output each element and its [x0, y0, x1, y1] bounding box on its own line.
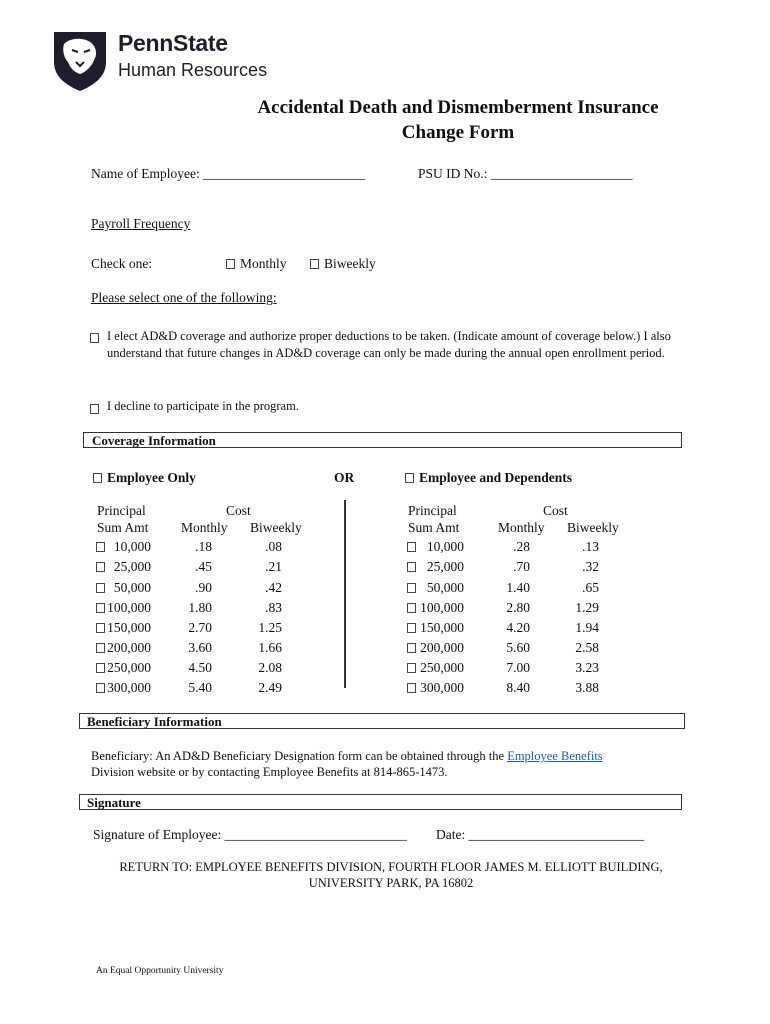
amount-cell: 250,000	[420, 660, 464, 675]
right-sum-header: Sum Amt	[408, 520, 460, 535]
monthly-cell: 8.40	[506, 680, 530, 695]
biweekly-cell: 2.49	[258, 680, 282, 695]
psu-id-field[interactable]: PSU ID No.: _____________________	[418, 166, 633, 181]
biweekly-cell: 1.29	[575, 600, 599, 615]
monthly-cell: 5.40	[188, 680, 212, 695]
signature-field[interactable]: Signature of Employee: ___________________________	[93, 827, 407, 842]
monthly-label: Monthly	[240, 256, 287, 271]
amount-cell: 250,000	[107, 660, 151, 675]
decline-text: I decline to participate in the program.	[107, 399, 299, 413]
amount-cell: 50,000	[426, 580, 464, 595]
biweekly-cell: .65	[582, 580, 599, 595]
coverage-information-header: Coverage Information	[83, 432, 682, 448]
monthly-cell: .90	[195, 580, 212, 595]
biweekly-cell: .83	[265, 600, 282, 615]
monthly-cell: 5.60	[506, 640, 530, 655]
left-biweekly-header: Biweekly	[250, 520, 302, 535]
beneficiary-text-lead: Beneficiary: An AD&D Beneficiary Designation form can be obtained through the	[91, 749, 508, 763]
employee-only-title: Employee Only	[107, 470, 196, 485]
date-field[interactable]: Date: __________________________	[436, 827, 645, 842]
payroll-frequency-heading: Payroll Frequency	[91, 216, 191, 231]
amount-cell: 200,000	[107, 640, 151, 655]
footer-text: An Equal Opportunity University	[96, 966, 224, 976]
amount-cell: 100,000	[107, 600, 151, 615]
amount-cell: 200,000	[420, 640, 464, 655]
column-divider	[344, 500, 346, 688]
monthly-cell: .45	[195, 559, 212, 574]
employee-benefits-link[interactable]: Employee Benefits	[507, 749, 603, 763]
elect-text: I elect AD&D coverage and authorize proper deductions to be taken. (Indicate amount of coverage below.) I also understand that future changes in AD&D coverage can only be made during the annual open enrollment period.	[107, 329, 671, 360]
checkbox-icon[interactable]	[226, 259, 235, 269]
left-sum-header: Sum Amt	[97, 520, 149, 535]
monthly-cell: 4.50	[188, 660, 212, 675]
signature-header: Signature	[79, 794, 682, 810]
logo-subtitle: Human Resources	[118, 60, 268, 80]
check-one-label: Check one:	[91, 256, 153, 271]
biweekly-cell: .08	[265, 539, 282, 554]
monthly-cell: 1.80	[188, 600, 212, 615]
employee-dependents-option[interactable]	[405, 470, 572, 486]
checkbox-icon[interactable]	[310, 259, 319, 269]
biweekly-label: Biweekly	[324, 256, 376, 271]
right-principal-header: Principal	[408, 503, 457, 518]
amount-cell: 10,000	[426, 539, 464, 554]
monthly-cell: 2.70	[188, 620, 212, 635]
monthly-cell: 7.00	[506, 660, 530, 675]
amount-cell: 25,000	[426, 559, 464, 574]
biweekly-cell: 1.94	[575, 620, 599, 635]
amount-cell: 100,000	[420, 600, 464, 615]
amount-cell: 25,000	[113, 559, 151, 574]
monthly-cell: 3.60	[188, 640, 212, 655]
biweekly-cell: .42	[265, 580, 282, 595]
form-title-line2: Change Form	[401, 122, 515, 143]
biweekly-cell: .21	[265, 559, 282, 574]
or-label: OR	[334, 470, 355, 485]
right-monthly-header: Monthly	[498, 520, 545, 535]
beneficiary-text-tail: Division website or by contacting Employee Benefits at 814-865-1473.	[91, 765, 448, 779]
biweekly-option[interactable]	[310, 256, 376, 272]
return-to-line2: UNIVERSITY PARK, PA 16802	[308, 876, 474, 890]
monthly-cell: 2.80	[506, 600, 530, 615]
biweekly-cell: 1.25	[258, 620, 282, 635]
monthly-cell: .70	[513, 559, 530, 574]
checkbox-icon[interactable]	[405, 473, 414, 483]
monthly-cell: 1.40	[506, 580, 530, 595]
monthly-cell: .28	[513, 539, 530, 554]
left-cost-header: Cost	[226, 503, 251, 518]
form-title-line1: Accidental Death and Dismemberment Insurance	[257, 97, 659, 118]
return-to-line1: RETURN TO: EMPLOYEE BENEFITS DIVISION, FOURTH FLOOR JAMES M. ELLIOTT BUILDING,	[119, 860, 663, 874]
biweekly-cell: 3.88	[575, 680, 599, 695]
monthly-cell: 4.20	[506, 620, 530, 635]
elect-checkbox-icon[interactable]	[90, 329, 104, 347]
amount-cell: 300,000	[107, 680, 151, 695]
biweekly-cell: .13	[582, 539, 599, 554]
amount-cell: 50,000	[113, 580, 151, 595]
biweekly-cell: 2.58	[575, 640, 599, 655]
biweekly-cell: 1.66	[258, 640, 282, 655]
checkbox-icon[interactable]	[93, 473, 102, 483]
monthly-cell: .18	[195, 539, 212, 554]
beneficiary-text	[91, 748, 691, 780]
employee-name-field[interactable]: Name of Employee: ________________________	[91, 166, 366, 181]
decline-checkbox-icon[interactable]	[90, 400, 104, 418]
logo-title: PennState	[118, 30, 228, 56]
biweekly-cell: 2.08	[258, 660, 282, 675]
amount-cell: 150,000	[107, 620, 151, 635]
penn-state-shield-logo	[52, 28, 108, 92]
employee-only-option[interactable]	[93, 470, 196, 486]
monthly-option[interactable]	[226, 256, 287, 272]
beneficiary-information-header: Beneficiary Information	[79, 713, 685, 729]
left-monthly-header: Monthly	[181, 520, 228, 535]
biweekly-cell: 3.23	[575, 660, 599, 675]
right-biweekly-header: Biweekly	[567, 520, 619, 535]
select-heading: Please select one of the following:	[91, 290, 277, 305]
right-cost-header: Cost	[543, 503, 568, 518]
amount-cell: 300,000	[420, 680, 464, 695]
left-principal-header: Principal	[97, 503, 146, 518]
employee-dependents-title: Employee and Dependents	[419, 470, 573, 485]
amount-cell: 150,000	[420, 620, 464, 635]
biweekly-cell: .32	[582, 559, 599, 574]
amount-cell: 10,000	[113, 539, 151, 554]
